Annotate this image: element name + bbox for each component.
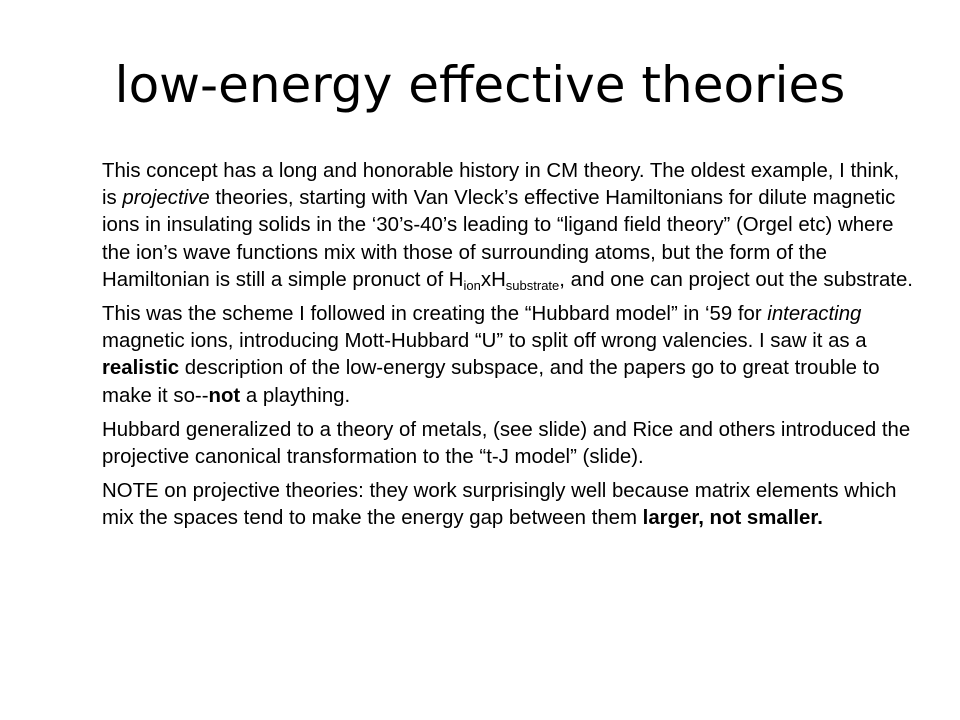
paragraph-hubbard-model (102, 301, 918, 410)
subscript-ion: ion (463, 277, 481, 293)
subscript-substrate: substrate (505, 277, 560, 293)
text-run: description of the low-energy subspace, and the papers go to great trouble to make it so-- (102, 357, 880, 407)
paragraph-note (102, 478, 918, 532)
text-run: , and one can project out the substrate. (559, 268, 913, 291)
paragraph-van-vleck (102, 158, 918, 294)
slide-title: low-energy effective theories (114, 56, 846, 114)
text-run: a plaything. (240, 384, 351, 407)
text-run: This concept has a long and honorable history in CM theory. The oldest example, I think, is (102, 160, 900, 210)
slide-body (102, 158, 918, 540)
emphasis-projective: projective (122, 187, 210, 210)
text-run: xH (480, 268, 506, 291)
emphasis-interacting: interacting (767, 303, 862, 326)
text-run: theories, starting with Van Vleck’s effective Hamiltonians for dilute magnetic ions in insulating solids in the ‘30’s-40’s leading to “ligand field theory” (Orgel etc) where the ion’s wave functions mix with those of surrounding atoms, but the form of the Hamiltonian is still a simple pronuct of H (102, 187, 896, 291)
bold-larger-not-smaller: larger, not smaller. (642, 507, 823, 530)
text-run: magnetic ions, introducing Mott-Hubbard “U” to split off wrong valencies. I saw it as a (102, 330, 867, 353)
bold-not: not (208, 384, 241, 407)
bold-realistic: realistic (102, 357, 180, 380)
text-run: This was the scheme I followed in creating the “Hubbard model” in ‘59 for (102, 303, 768, 326)
paragraph-metals: Hubbard generalized to a theory of metals, (see slide) and Rice and others introduced the projective canonical transformation to the “t-J model” (slide). (102, 418, 911, 469)
text-run: NOTE on projective theories: they work surprisingly well because matrix elements which mix the spaces tend to make the energy gap between them (102, 480, 897, 530)
